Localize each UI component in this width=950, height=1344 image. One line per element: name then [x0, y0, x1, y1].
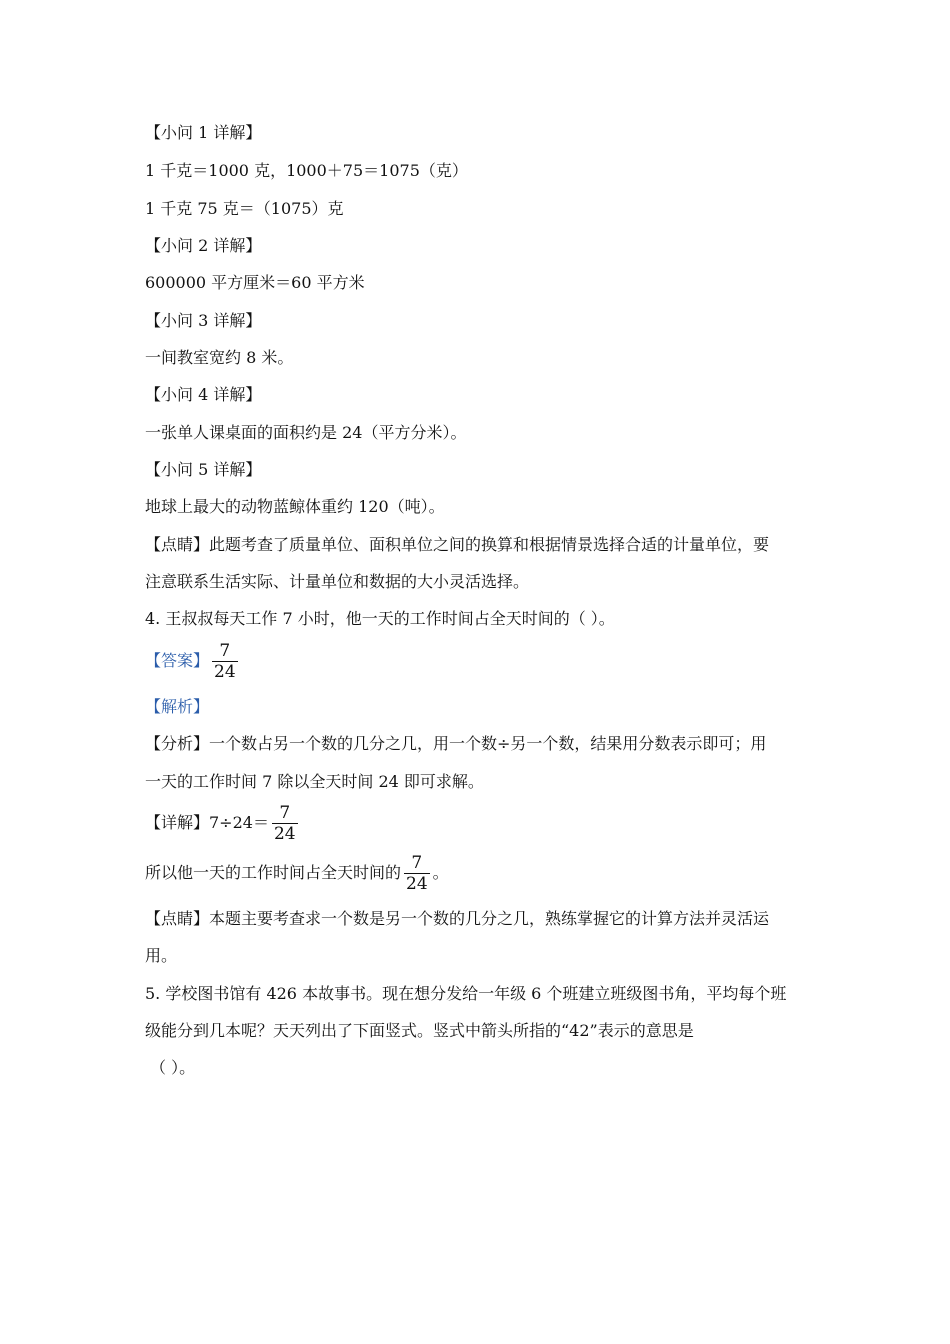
- sub-question-3-line-1: 一间教室宽约 8 米。: [145, 348, 294, 367]
- question-4-text: 4. 王叔叔每天工作 7 小时，他一天的工作时间占全天时间的（ ）。: [145, 609, 615, 628]
- answer-row: [145, 641, 241, 682]
- sub-question-1-line-2: 1 千克 75 克＝（1075）克: [145, 199, 344, 218]
- answer-numerator: 7: [219, 641, 231, 661]
- analysis-line-1: 【分析】一个数占另一个数的几分之几，用一个数÷另一个数，结果用分数表示即可；用: [145, 734, 767, 753]
- detail-text: 【详解】7÷24＝: [145, 813, 269, 832]
- answer-denominator: 24: [214, 662, 236, 682]
- question-5-line-1: 5. 学校图书馆有 426 本故事书。现在想分发给一年级 6 个班建立班级图书角，平均每个班: [145, 984, 787, 1003]
- detail-fraction: [272, 803, 298, 844]
- q4-comment-line-1: 【点睛】本题主要考查求一个数是另一个数的几分之几，熟练掌握它的计算方法并灵活运: [145, 909, 770, 928]
- sub-question-3-header: 【小问 3 详解】: [145, 311, 262, 330]
- detail-row: [145, 803, 301, 844]
- conclusion-fraction: [404, 853, 430, 894]
- sub-question-2-header: 【小问 2 详解】: [145, 236, 262, 255]
- sub-question-1-line-1: 1 千克＝1000 克，1000＋75＝1075（克）: [145, 161, 468, 180]
- analysis-line-2: 一天的工作时间 7 除以全天时间 24 即可求解。: [145, 772, 484, 791]
- sub-question-4-line-1: 一张单人课桌面的面积约是 24（平方分米）。: [145, 423, 467, 442]
- comment-line-1: 【点睛】此题考查了质量单位、面积单位之间的换算和根据情景选择合适的计量单位，要: [145, 535, 770, 554]
- conclusion-period: 。: [432, 863, 449, 882]
- conclusion-text: 所以他一天的工作时间占全天时间的: [145, 863, 402, 882]
- q4-comment-line-2: 用。: [145, 946, 178, 965]
- answer-label: 【答案】: [145, 651, 210, 670]
- analysis-label: 【解析】: [145, 697, 210, 716]
- answer-fraction: [212, 641, 238, 682]
- comment-line-2: 注意联系生活实际、计量单位和数据的大小灵活选择。: [145, 572, 530, 591]
- conclusion-row: [145, 853, 449, 894]
- sub-question-1-header: 【小问 1 详解】: [145, 123, 262, 142]
- detail-numerator: 7: [279, 803, 291, 823]
- question-5-line-3: （ ）。: [150, 1058, 196, 1077]
- sub-question-4-header: 【小问 4 详解】: [145, 385, 262, 404]
- conclusion-numerator: 7: [411, 853, 423, 873]
- conclusion-denominator: 24: [406, 874, 428, 894]
- sub-question-5-header: 【小问 5 详解】: [145, 460, 262, 479]
- detail-denominator: 24: [273, 824, 296, 844]
- question-5-line-2: 级能分到几本呢？天天列出了下面竖式。竖式中箭头所指的“42”表示的意思是: [145, 1021, 694, 1040]
- sub-question-5-line-1: 地球上最大的动物蓝鲸体重约 120（吨）。: [145, 497, 445, 516]
- sub-question-2-line-1: 600000 平方厘米＝60 平方米: [145, 273, 365, 292]
